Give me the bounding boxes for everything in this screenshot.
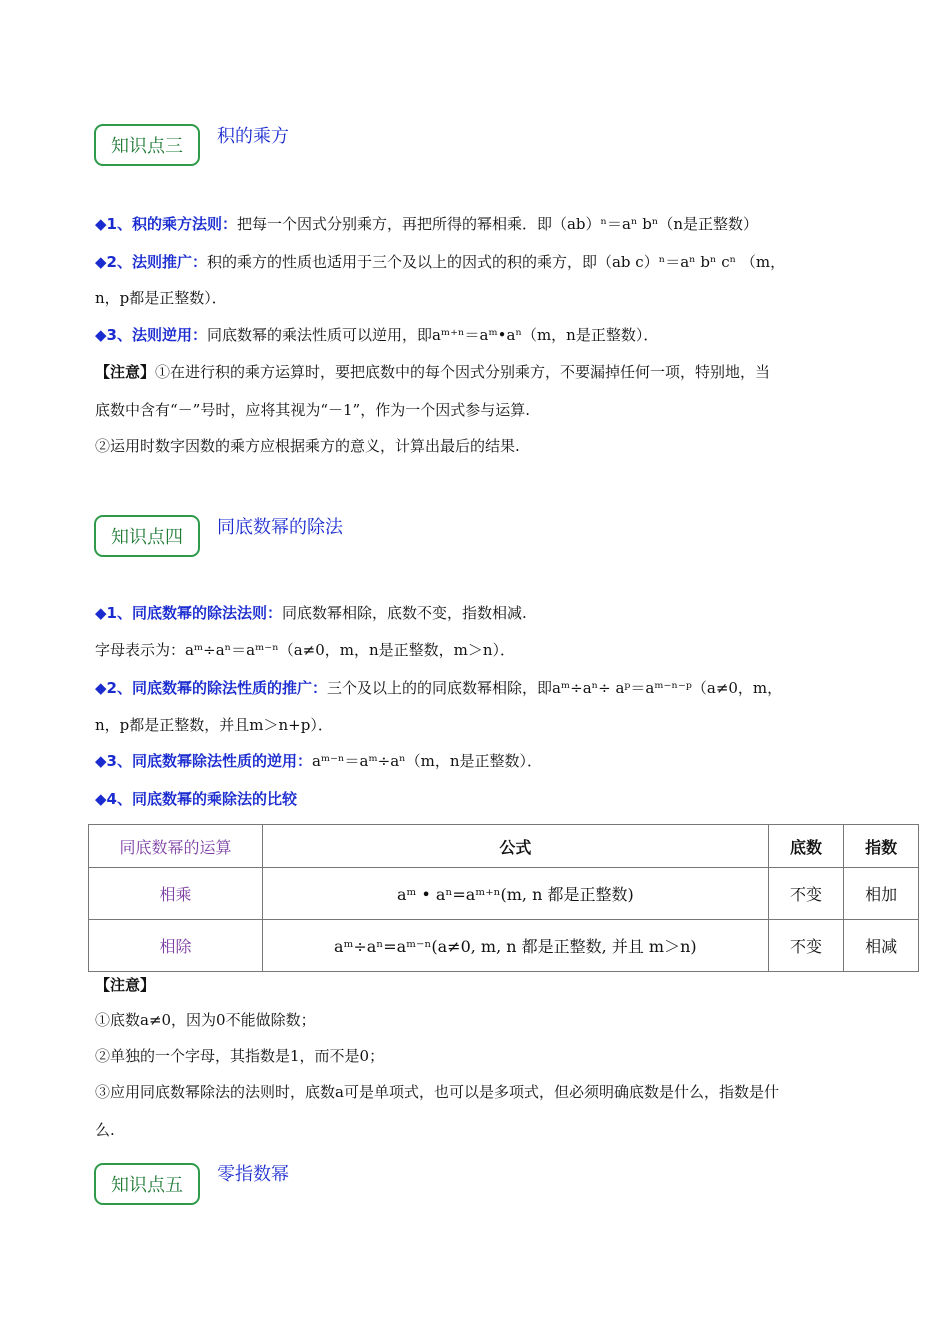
table-header-row xyxy=(89,825,919,868)
kp4-note-3: ③应用同底数幂除法的法则时，底数a可是单项式，也可以是多项式，但必须明确底数是什么，指数是什 xyxy=(95,1083,779,1101)
kp3-note-2: ②运用时数字因数的乘方应根据乘方的意义，计算出最后的结果. xyxy=(95,437,520,455)
rule-head: ◆3、同底数幂除法性质的逆用： xyxy=(95,752,312,770)
section-title-kp3: 积的乘方 xyxy=(217,126,289,147)
note-head: 【注意】 xyxy=(95,363,156,381)
table-row xyxy=(89,920,919,972)
rule-head: ◆2、法则推广： xyxy=(95,253,207,271)
table-cell-base: 不变 xyxy=(768,868,844,920)
table-cell-op: 相乘 xyxy=(89,868,263,920)
kp3-rule-1 xyxy=(95,214,758,234)
table-header-cell: 公式 xyxy=(263,825,769,868)
rule-body: 同底数幂的乘法性质可以逆用，即aᵐ⁺ⁿ＝aᵐ•aⁿ（m，n是正整数）． xyxy=(206,326,659,344)
table-cell-exp: 相减 xyxy=(844,920,919,972)
table-header-cell: 同底数幂的运算 xyxy=(89,825,263,868)
kp4-rule-3 xyxy=(95,751,542,771)
rule-body: aᵐ⁻ⁿ＝aᵐ÷aⁿ（m，n是正整数）． xyxy=(311,752,543,770)
section-title-kp5: 零指数幂 xyxy=(217,1164,289,1185)
rule-head: ◆3、法则逆用： xyxy=(95,326,207,344)
table-cell-formula: aᵐ÷aⁿ=aᵐ⁻ⁿ(a≠0, m, n 都是正整数, 并且 m＞n) xyxy=(263,920,769,972)
comparison-table xyxy=(88,824,919,972)
table-header-cell: 底数 xyxy=(768,825,844,868)
note-body: ①在进行积的乘方运算时，要把底数中的每个因式分别乘方，不要漏掉任何一项，特别地，当 xyxy=(155,363,771,381)
section-badge-label: 知识点四 xyxy=(111,527,183,548)
rule-body: 把每一个因式分别乘方，再把所得的幂相乘．即（ab）ⁿ＝aⁿ bⁿ（n是正整数） xyxy=(236,215,758,233)
rule-body: 同底数幂相除，底数不变，指数相减. xyxy=(281,604,527,622)
kp4-note-1: ①底数a≠0，因为0不能做除数； xyxy=(95,1011,316,1029)
rule-body: 积的乘方的性质也适用于三个及以上的因式的积的乘方，即（ab c）ⁿ＝aⁿ bⁿ cⁿ （m， xyxy=(206,253,786,271)
kp4-note-2: ②单独的一个字母，其指数是1，而不是0； xyxy=(95,1047,385,1065)
kp4-rule-1-cont: 字母表示为：aᵐ÷aⁿ＝aᵐ⁻ⁿ（a≠0，m，n是正整数，m＞n）． xyxy=(95,641,516,659)
kp4-note-head: 【注意】 xyxy=(95,976,156,994)
kp3-note-1 xyxy=(95,362,770,382)
rule-head: ◆2、同底数幂的除法性质的推广： xyxy=(95,679,327,697)
table-row xyxy=(89,868,919,920)
rule-head: ◆1、积的乘方法则： xyxy=(95,215,237,233)
table-cell-op: 相除 xyxy=(89,920,263,972)
kp4-note-3-cont: 么. xyxy=(95,1121,115,1139)
table-header-cell: 指数 xyxy=(844,825,919,868)
kp3-rule-2-cont: n，p都是正整数）． xyxy=(95,289,227,307)
kp4-rule-2 xyxy=(95,678,782,698)
rule-head: ◆1、同底数幂的除法法则： xyxy=(95,604,282,622)
kp4-rule-4 xyxy=(95,789,297,809)
table-cell-formula: aᵐ • aⁿ=aᵐ⁺ⁿ(m, n 都是正整数) xyxy=(263,868,769,920)
rule-head: ◆4、同底数幂的乘除法的比较 xyxy=(95,790,297,808)
section-badge-kp5 xyxy=(94,1163,200,1205)
rule-body: 三个及以上的的同底数幂相除，即aᵐ÷aⁿ÷ aᵖ＝aᵐ⁻ⁿ⁻ᵖ（a≠0，m， xyxy=(326,679,783,697)
kp3-rule-3 xyxy=(95,325,658,345)
kp3-rule-2 xyxy=(95,252,785,272)
section-badge-kp3 xyxy=(94,124,200,166)
table-cell-exp: 相加 xyxy=(844,868,919,920)
kp4-rule-2-cont: n，p都是正整数，并且m＞n+p）． xyxy=(95,716,333,734)
section-badge-label: 知识点五 xyxy=(111,1175,183,1196)
section-badge-kp4 xyxy=(94,515,200,557)
section-badge-label: 知识点三 xyxy=(111,136,183,157)
kp4-rule-1 xyxy=(95,603,527,623)
table-cell-base: 不变 xyxy=(768,920,844,972)
section-title-kp4: 同底数幂的除法 xyxy=(217,517,343,538)
kp3-note-1-cont: 底数中含有“－”号时，应将其视为“－1”，作为一个因式参与运算. xyxy=(95,401,530,419)
